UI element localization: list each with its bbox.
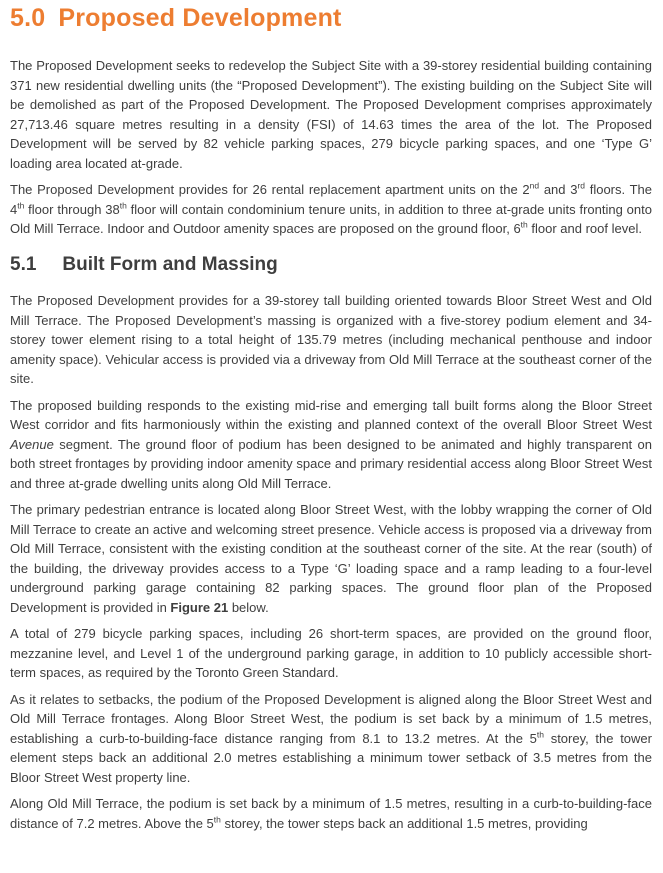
paragraph-built-form-3: The primary pedestrian entrance is located along Bloor Street West, with the lobby wrapping the corner of Old Mill Terrace to create an active and welcoming street presence. Vehicle access is proposed via a driveway from Old Mill Terrace, consistent with the existing condition at the southeast corner of the site. At the rear (south) of the building, the driveway provides access to a Type ‘G’ loading space and a ramp leading to a four-level underground parking garage containing 82 parking spaces. The ground floor plan of the Proposed Development is provided in Figure 21 below. xyxy=(10,502,652,615)
paragraph-built-form-6: Along Old Mill Terrace, the podium is set back by a minimum of 1.5 metres, resulting in a curb-to-building-face distance of 7.2 metres. Above the 5th storey, the tower steps back an additional 1.5 metres, providing xyxy=(10,796,652,831)
paragraph-built-form-1: The Proposed Development provides for a 39-storey tall building oriented towards Bloor Street West and Old Mill Terrace. The Proposed Development’s massing is organized with a five-storey podium element and 34-storey tower element rising to a total height of 135.79 metres (including mechanical penthouse and indoor amenity space). Vehicular access is provided via a driveway from Old Mill Terrace at the southeast corner of the site. xyxy=(10,293,652,387)
paragraph-overview-1: The Proposed Development seeks to redevelop the Subject Site with a 39-storey residential building containing 371 new residential dwelling units (the “Proposed Development”). The existing building on the Subject Site will be demolished as part of the Proposed Development. The Proposed Development comprises approximately 27,713.46 square metres resulting in a density (FSI) of 14.63 times the area of the lot. The Proposed Development will be served by 82 vehicle parking spaces, 279 bicycle parking spaces, and one ‘Type G’ loading area located at-grade. xyxy=(10,58,652,171)
subsection-number: 5.1 xyxy=(10,253,37,275)
paragraph-built-form-2: The proposed building responds to the existing mid-rise and emerging tall built forms along the Bloor Street West corridor and fits harmoniously within the existing and planned context of the overall Bloor Street West Avenue segment. The ground floor of podium has been designed to be animated and highly transparent on both street frontages by providing indoor amenity space and primary residential access along Bloor Street West and three at-grade dwelling units along Old Mill Terrace. xyxy=(10,397,652,491)
section-title: Proposed Development xyxy=(58,4,342,32)
subsection-title: Built Form and Massing xyxy=(62,253,278,275)
section-heading-5-0 xyxy=(10,3,652,33)
paragraph-overview-2: The Proposed Development provides for 26 rental replacement apartment units on the 2nd and 3rd floors. The 4th floor through 38th floor will contain condominium tenure units, in addition to three at-grade units fronting onto Old Mill Terrace. Indoor and Outdoor amenity spaces are proposed on the ground floor, 6th floor and roof level. xyxy=(10,180,652,236)
section-number: 5.0 xyxy=(10,4,46,32)
paragraph-built-form-5: As it relates to setbacks, the podium of the Proposed Development is aligned along the Bloor Street West and Old Mill Terrace frontages. Along Bloor Street West, the podium is set back by a minimum of 1.5 metres, establishing a curb-to-building-face distance ranging from 8.1 to 13.2 metres. At the 5th storey, the tower element steps back an additional 2.0 metres establishing a minimum tower setback of 3.5 metres from the Bloor Street West property line. xyxy=(10,691,652,785)
subsection-heading-5-1 xyxy=(10,253,652,277)
paragraph-built-form-4: A total of 279 bicycle parking spaces, including 26 short-term spaces, are provided on the ground floor, mezzanine level, and Level 1 of the underground parking garage, in addition to 10 publicly accessible short-term spaces, as required by the Toronto Green Standard. xyxy=(10,626,652,681)
